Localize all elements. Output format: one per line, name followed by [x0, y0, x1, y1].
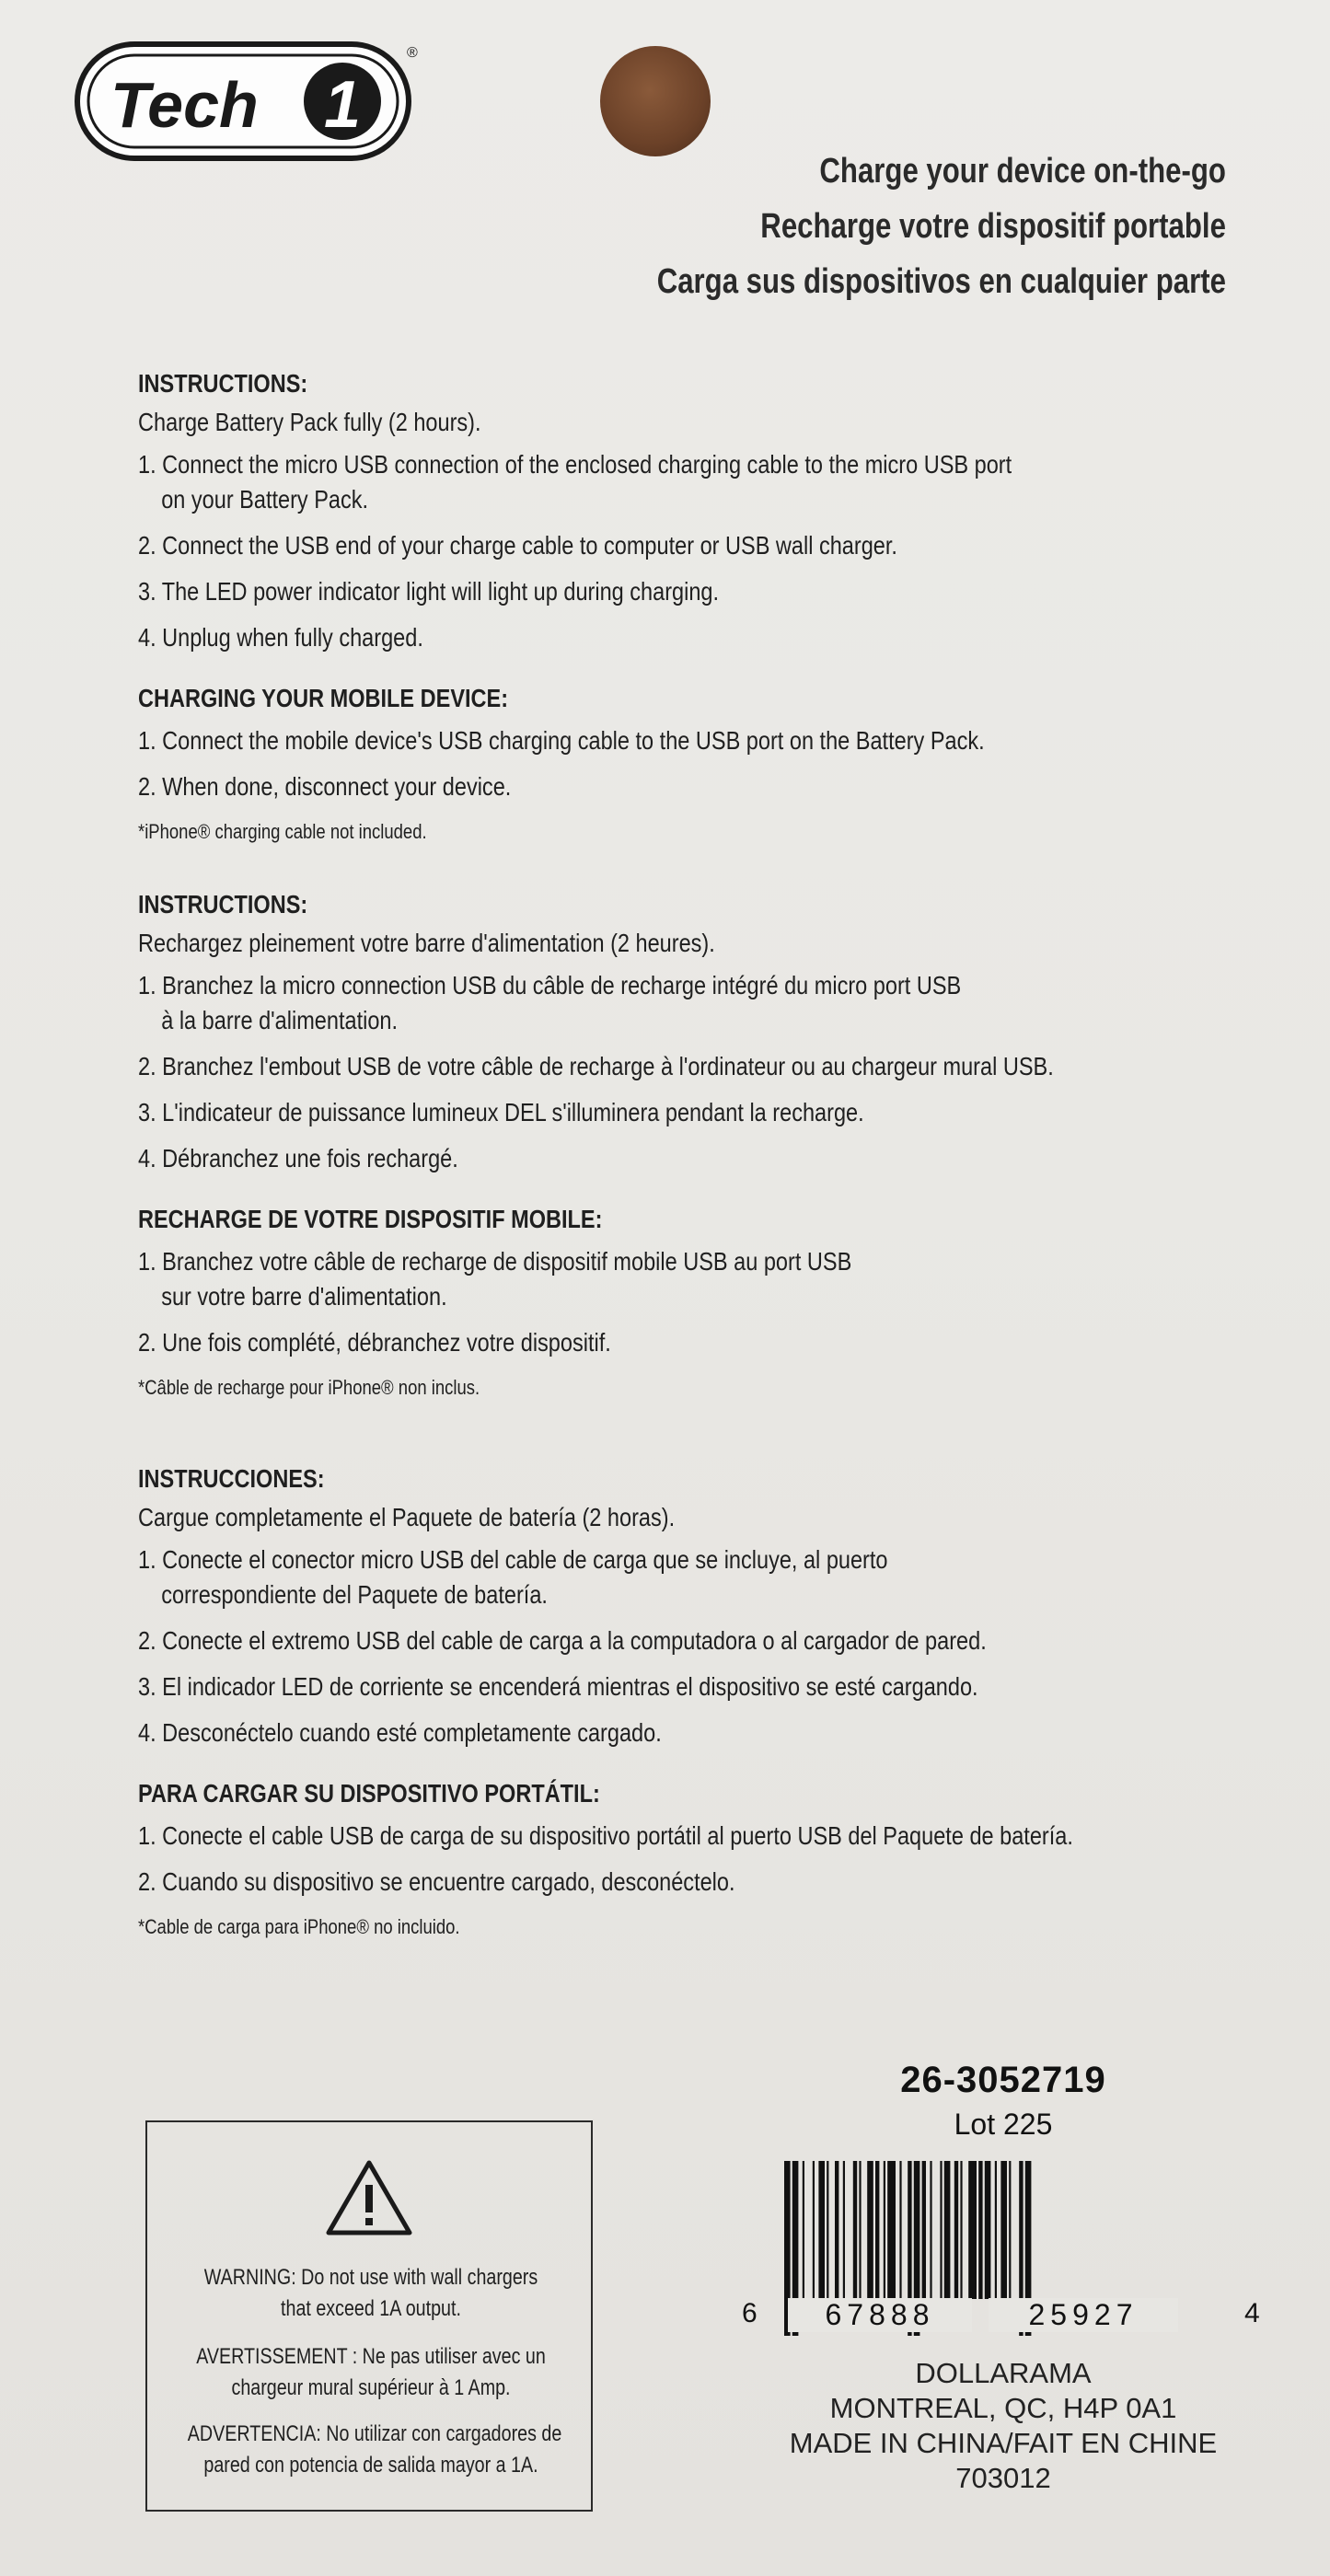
- barcode-bar: [827, 2161, 828, 2299]
- barcode-bar: [944, 2161, 951, 2299]
- step-4: 4. Unplug when fully charged.: [138, 623, 423, 652]
- barcode-bar: [922, 2161, 926, 2299]
- warning-box: [145, 2120, 593, 2512]
- address-line-2: MONTREAL, QC, H4P 0A1: [829, 2392, 1177, 2424]
- barcode-bar: [843, 2161, 845, 2299]
- sub-step-2: 2. Une fois complété, débranchez votre dispositif.: [138, 1328, 611, 1357]
- tech1-logo: [74, 37, 420, 166]
- sub-step-1: 1. Connect the mobile device's USB charging cable to the USB port on the Battery Pack.: [138, 726, 985, 755]
- warning-triangle-icon: [325, 2159, 413, 2236]
- address-line-3: MADE IN CHINA/FAIT EN CHINE: [789, 2427, 1218, 2459]
- barcode-left-digits: 67888: [788, 2298, 972, 2332]
- instructions-french: [138, 885, 1054, 1404]
- barcode-bar: [1009, 2161, 1011, 2299]
- taglines: [657, 144, 1226, 309]
- barcode-bar: [875, 2161, 879, 2299]
- address-line-1: DOLLARAMA: [915, 2357, 1092, 2389]
- svg-text:®: ®: [407, 45, 418, 61]
- tagline-es: Carga sus dispositivos en cualquier parte: [656, 262, 1226, 301]
- step-4: 4. Débranchez une fois rechargé.: [138, 1144, 458, 1172]
- barcode-bar: [803, 2161, 804, 2299]
- heading: INSTRUCCIONES:: [138, 1464, 325, 1493]
- barcode-bar: [887, 2161, 896, 2299]
- step-1: 1. Conecte el conector micro USB del cable de carga que se incluye, al puerto correspondiente del Paquete de batería.: [138, 1545, 888, 1609]
- barcode-check-digit: 4: [1244, 2298, 1260, 2328]
- step-1: 1. Branchez la micro connection USB du câble de recharge intégré du micro port USB à la barre d'alimentation.: [138, 971, 962, 1034]
- instructions-english: [138, 364, 1027, 849]
- address-line-4: 703012: [955, 2462, 1051, 2494]
- sub-step-2: 2. Cuando su dispositivo se encuentre cargado, desconéctelo.: [138, 1867, 735, 1896]
- sku-number: 26-3052719: [900, 2060, 1106, 2100]
- step-1: 1. Connect the micro USB connection of the enclosed charging cable to the micro USB port on your Battery Pack.: [138, 450, 1012, 514]
- barcode-bar: [960, 2161, 962, 2299]
- tagline-en: Charge your device on-the-go: [819, 152, 1226, 191]
- intro: Cargue completamente el Paquete de batería (2 horas).: [138, 1503, 676, 1531]
- barcode-bar: [859, 2161, 861, 2299]
- warning-es: ADVERTENCIA: No utilizar con cargadores de pared con potencia de salida mayor a 1A.: [187, 2421, 562, 2478]
- barcode-bar: [884, 2161, 885, 2299]
- step-2: 2. Conecte el extremo USB del cable de carga a la computadora o al cargador de pared.: [138, 1626, 987, 1655]
- barcode-bar: [930, 2161, 931, 2299]
- warning-fr: AVERTISSEMENT : Ne pas utiliser avec un chargeur mural supérieur à 1 Amp.: [196, 2344, 546, 2400]
- barcode-bar: [835, 2161, 838, 2299]
- barcode-bar: [818, 2161, 825, 2299]
- intro: Rechargez pleinement votre barre d'alimentation (2 heures).: [138, 929, 715, 957]
- step-3: 3. L'indicateur de puissance lumineux DEL s'illuminera pendant la recharge.: [138, 1098, 864, 1126]
- barcode-bar: [1000, 2161, 1007, 2299]
- distributor-address: [755, 2356, 1252, 2496]
- sub-heading: RECHARGE DE VOTRE DISPOSITIF MOBILE:: [138, 1205, 603, 1233]
- barcode-right-digits: 25927: [989, 2298, 1178, 2332]
- tagline-fr: Recharge votre dispositif portable: [760, 207, 1226, 246]
- barcode-bar: [940, 2161, 942, 2299]
- svg-text:Tech: Tech: [110, 69, 259, 141]
- footnote: *iPhone® charging cable not included.: [138, 820, 427, 843]
- barcode-bar: [899, 2161, 901, 2299]
- barcode-bar: [954, 2161, 958, 2299]
- footnote: *Cable de carga para iPhone® no incluido.: [138, 1915, 460, 1938]
- svg-text:1: 1: [324, 68, 362, 142]
- sub-heading: PARA CARGAR SU DISPOSITIVO PORTÁTIL:: [138, 1779, 600, 1808]
- barcode-bar: [867, 2161, 873, 2299]
- step-2: 2. Branchez l'embout USB de votre câble de recharge à l'ordinateur ou au chargeur mural USB.: [138, 1052, 1054, 1080]
- sub-step-1: 1. Conecte el cable USB de carga de su dispositivo portátil al puerto USB del Paquete de batería.: [138, 1821, 1073, 1850]
- barcode-bar: [968, 2161, 977, 2299]
- footnote: *Câble de recharge pour iPhone® non inclus.: [138, 1376, 480, 1399]
- heading: INSTRUCTIONS:: [138, 890, 308, 918]
- barcode-bar: [813, 2161, 815, 2299]
- step-3: 3. The LED power indicator light will light up during charging.: [138, 577, 720, 606]
- barcode-bar: [853, 2161, 857, 2299]
- step-2: 2. Connect the USB end of your charge cable to computer or USB wall charger.: [138, 531, 897, 560]
- warning-en: WARNING: Do not use with wall chargers that exceed 1A output.: [203, 2265, 538, 2321]
- barcode-bar: [978, 2161, 982, 2299]
- step-4: 4. Desconéctelo cuando esté completamente cargado.: [138, 1718, 662, 1747]
- hang-hole: [600, 46, 711, 156]
- sub-heading: CHARGING YOUR MOBILE DEVICE:: [138, 684, 509, 712]
- barcode-bar: [995, 2161, 997, 2299]
- sub-step-1: 1. Branchez votre câble de recharge de dispositif mobile USB au port USB sur votre barre d'alimentation.: [138, 1247, 852, 1311]
- barcode-bar: [985, 2161, 991, 2299]
- step-3: 3. El indicador LED de corriente se encenderá mientras el dispositivo se esté cargando.: [138, 1672, 978, 1701]
- heading: INSTRUCTIONS:: [138, 369, 308, 398]
- sub-step-2: 2. When done, disconnect your device.: [138, 772, 512, 801]
- instructions-spanish: [138, 1460, 1073, 1944]
- lot-number: Lot 225: [954, 2108, 1053, 2141]
- barcode-lead-digit: 6: [742, 2298, 758, 2328]
- intro: Charge Battery Pack fully (2 hours).: [138, 408, 481, 436]
